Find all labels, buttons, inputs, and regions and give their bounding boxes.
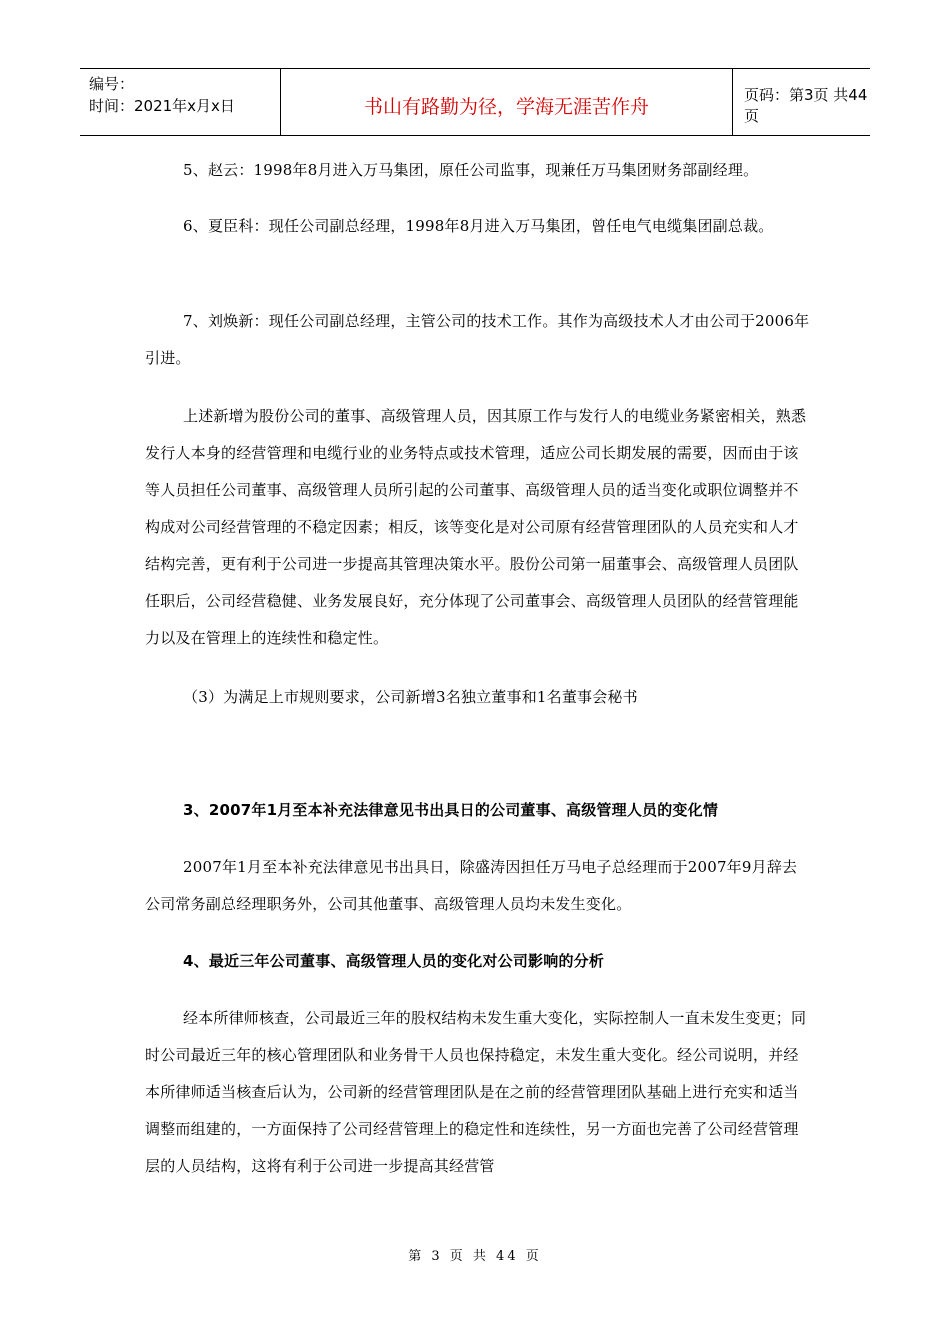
- section-heading-3: 3、2007年1月至本补充法律意见书出具日的公司董事、高级管理人员的变化情: [183, 801, 719, 819]
- paragraph-zhao-yun: 5、赵云：1998年8月进入万马集团，原任公司监事，现兼任万马集团财务部副经理。: [183, 161, 759, 179]
- header-motto: 书山有路勤为径，学海无涯苦作舟: [281, 69, 733, 135]
- header-meta-cell: [80, 69, 281, 135]
- paragraph-independent-directors: （3）为满足上市规则要求，公司新增3名独立董事和1名董事会秘书: [183, 688, 638, 706]
- paragraph-new-directors-analysis: 上述新增为股份公司的董事、高级管理人员，因其原工作与发行人的电缆业务紧密相关，熟悉发行人本身的经营管理和电缆行业的业务特点或技术管理，适应公司长期发展的需要，因而由于该等人员担任公司董事、高级管理人员所引起的公司董事、高级管理人员的适当变化或职位调整并不构成对公司经营管理的不稳定因素；相反，该等变化是对公司原有经营管理团队的人员充实和人才结构完善，更有利于公司进一步提高其管理决策水平。股份公司第一届董事会、高级管理人员团队任职后，公司经营稳健、业务发展良好，充分体现了公司董事会、高级管理人员团队的经营管理能力以及在管理上的连续性和稳定性。: [145, 407, 807, 647]
- paragraph-liu-huanxin: 7、刘焕新：现任公司副总经理，主管公司的技术工作。其作为高级技术人才由公司于2006年引进。: [145, 312, 810, 367]
- page-header: [80, 68, 870, 136]
- paragraph-lawyer-review: 经本所律师核查，公司最近三年的股权结构未发生重大变化，实际控制人一直未发生变更；同时公司最近三年的核心管理团队和业务骨干人员也保持稳定，未发生重大变化。经公司说明，并经本所律师适当核查后认为，公司新的经营管理团队是在之前的经营管理团队基础上进行充实和适当调整而组建的，一方面保持了公司经营管理上的稳定性和连续性，另一方面也完善了公司经营管理层的人员结构，这将有利于公司进一步提高其经营管: [145, 1009, 807, 1175]
- header-page-info: 页码：第3页 共44页: [744, 86, 868, 125]
- header-number-label: 编号：: [89, 75, 135, 93]
- paragraph-2007-changes: 2007年1月至本补充法律意见书出具日，除盛涛因担任万马电子总经理而于2007年9月辞去公司常务副总经理职务外，公司其他董事、高级管理人员均未发生变化。: [145, 858, 798, 913]
- paragraph-xia-chenke: 6、夏臣科：现任公司副总经理，1998年8月进入万马集团，曾任电气电缆集团副总裁。: [183, 217, 774, 235]
- page-footer: 第 3 页 共 44 页: [408, 1249, 542, 1264]
- section-heading-4: 4、最近三年公司董事、高级管理人员的变化对公司影响的分析: [183, 952, 605, 970]
- header-time-label: 时间：2021年x月x日: [89, 97, 235, 115]
